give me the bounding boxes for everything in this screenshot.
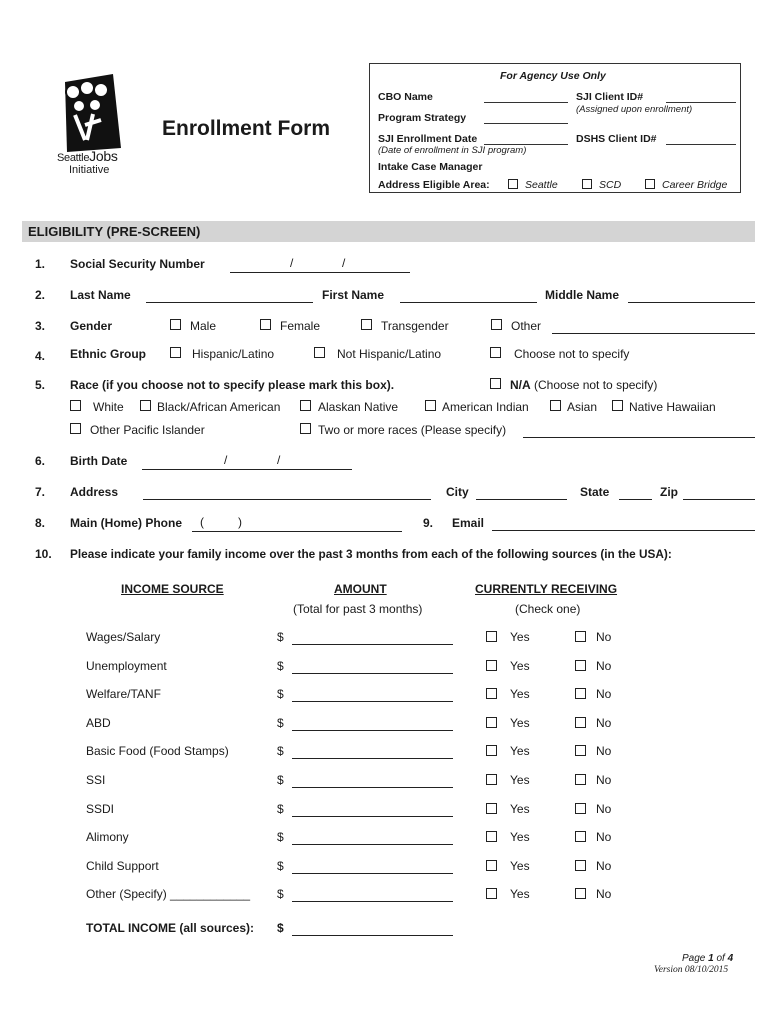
race-pacific-islander-checkbox[interactable] [70,423,81,434]
yes-label: Yes [510,744,530,758]
sji-client-id-label: SJI Client ID# [576,91,644,103]
race-specify-field[interactable] [523,437,755,438]
email-label: Email [452,516,485,530]
gender-other-field[interactable] [552,333,755,334]
dollar-sign: $ [277,630,284,644]
dollar-sign: $ [277,802,284,816]
area-career-bridge-checkbox[interactable] [645,179,655,189]
yes-label: Yes [510,830,530,844]
q4-number: 4. [35,349,46,363]
dollar-sign: $ [277,716,284,730]
no-checkbox[interactable] [575,860,586,871]
ethnic-not-hispanic-checkbox[interactable] [314,347,325,358]
race-asian-label: Asian [567,400,598,414]
amount-field[interactable] [292,673,453,674]
yes-checkbox[interactable] [486,888,497,899]
no-label: No [596,744,612,758]
page-prefix: Page [682,953,706,964]
no-label: No [596,887,612,901]
zip-label: Zip [660,485,678,499]
race-na-rest: (Choose not to specify) [534,378,658,392]
agency-use-box [369,63,741,193]
ethnic-not-hispanic-label: Not Hispanic/Latino [337,347,442,361]
address-field[interactable] [143,499,431,500]
yes-checkbox[interactable] [486,660,497,671]
phone-label: Main (Home) Phone [70,516,183,530]
page-total: 4 [727,953,734,964]
enrollment-date-note: (Date of enrollment in SJI program) [378,145,527,156]
version-label: Version 08/10/2015 [654,965,729,975]
yes-label: Yes [510,687,530,701]
assigned-note: (Assigned upon enrollment) [576,104,693,115]
dshs-client-id-label: DSHS Client ID# [576,133,657,145]
q2-number: 2. [35,288,46,302]
no-label: No [596,630,612,644]
zip-field[interactable] [683,499,755,500]
state-label: State [580,485,610,499]
ethnic-not-specify-label: Choose not to specify [514,347,630,361]
income-source-label: Child Support [86,859,159,873]
email-field[interactable] [492,530,755,531]
gender-female-label: Female [280,319,321,333]
yes-checkbox[interactable] [486,831,497,842]
ethnic-hispanic-label: Hispanic/Latino [192,347,275,361]
phone-paren-close: ) [238,515,242,529]
ssn-label: Social Security Number [70,257,205,271]
section-title: ELIGIBILITY (PRE-SCREEN) [28,224,201,239]
agency-heading: For Agency Use Only [500,70,606,82]
dollar-sign: $ [277,773,284,787]
gender-male-label: Male [190,319,217,333]
page-of: of [716,953,725,964]
logo-word-seattle: Seattle [57,152,90,164]
sji-client-id-field[interactable] [666,102,736,103]
gender-other-label: Other [511,319,542,333]
race-two-or-more-label: Two or more races (Please specify) [318,423,507,437]
income-question: Please indicate your family income over the past 3 months from each of the following sources (in the USA): [70,547,672,561]
cbo-name-label: CBO Name [378,91,433,103]
no-checkbox[interactable] [575,717,586,728]
no-checkbox[interactable] [575,774,586,785]
yes-checkbox[interactable] [486,717,497,728]
race-american-indian-label: American Indian [442,400,529,414]
first-name-label: First Name [322,288,385,302]
sji-enrollment-date-label: SJI Enrollment Date [378,133,478,145]
logo-word-initiative: Initiative [69,164,110,176]
q5-number: 5. [35,378,46,392]
yes-label: Yes [510,630,530,644]
gender-label: Gender [70,319,113,333]
no-label: No [596,716,612,730]
no-label: No [596,859,612,873]
state-field[interactable] [619,499,652,500]
race-white-label: White [93,400,124,414]
no-label: No [596,802,612,816]
amount-field[interactable] [292,844,453,845]
q10-number: 10. [35,547,52,561]
address-eligible-area-label: Address Eligible Area: [378,179,490,191]
address-label: Address [70,485,119,499]
amount-field[interactable] [292,701,453,702]
income-source-label: Alimony [86,830,129,844]
dollar-sign: $ [277,744,284,758]
income-source-label: SSI [86,773,106,787]
amount-header: AMOUNT [334,582,387,596]
birth-date-field[interactable] [142,453,352,470]
yes-label: Yes [510,859,530,873]
birth-date-separator-1: / [224,453,228,467]
ssn-separator-2: / [342,256,346,270]
no-checkbox[interactable] [575,688,586,699]
no-checkbox[interactable] [575,660,586,671]
amount-field[interactable] [292,758,453,759]
form-title: Enrollment Form [162,117,331,140]
cbo-name-field[interactable] [484,102,568,103]
yes-checkbox[interactable] [486,774,497,785]
receiving-subheader: (Check one) [515,602,581,616]
ethnic-hispanic-checkbox[interactable] [170,347,181,358]
income-source-label: Other (Specify) ____________ [86,887,251,901]
q6-number: 6. [35,454,46,468]
area-seattle-label: Seattle [525,179,558,191]
amount-field[interactable] [292,901,453,902]
income-source-label: Welfare/TANF [86,687,161,701]
yes-label: Yes [510,659,530,673]
page-indicator [682,953,733,964]
last-name-label: Last Name [70,288,131,302]
amount-field[interactable] [292,730,453,731]
race-black-label: Black/African American [157,400,281,414]
income-source-label: Wages/Salary [86,630,161,644]
income-source-label: ABD [86,716,111,730]
gender-female-checkbox[interactable] [260,319,271,330]
amount-field[interactable] [292,873,453,874]
q3-number: 3. [35,319,46,333]
race-hawaiian-checkbox[interactable] [612,400,623,411]
last-name-field[interactable] [146,302,313,303]
amount-subheader: (Total for past 3 months) [293,602,423,616]
income-source-label: Unemployment [86,659,167,673]
dollar-sign: $ [277,687,284,701]
income-source-label: Basic Food (Food Stamps) [86,744,229,758]
birth-date-label: Birth Date [70,454,128,468]
total-income-field[interactable] [292,935,453,936]
race-pacific-islander-label: Other Pacific Islander [90,423,205,437]
yes-label: Yes [510,773,530,787]
dollar-sign: $ [277,859,284,873]
no-checkbox[interactable] [575,631,586,642]
area-scd-label: SCD [599,179,622,191]
income-source-header: INCOME SOURCE [121,582,224,596]
no-label: No [596,773,612,787]
phone-field[interactable] [192,515,402,532]
income-source-label: SSDI [86,802,115,816]
area-career-bridge-label: Career Bridge [662,179,728,191]
middle-name-label: Middle Name [545,288,620,302]
yes-checkbox[interactable] [486,631,497,642]
race-white-checkbox[interactable] [70,400,81,411]
gender-transgender-label: Transgender [381,319,449,333]
race-asian-checkbox[interactable] [550,400,561,411]
dollar-sign: $ [277,887,284,901]
ethnic-not-specify-checkbox[interactable] [490,347,501,358]
race-american-indian-checkbox[interactable] [425,400,436,411]
no-label: No [596,659,612,673]
birth-date-separator-2: / [277,453,281,467]
gender-other-checkbox[interactable] [491,319,502,330]
dollar-sign: $ [277,830,284,844]
page-number: 1 [708,953,714,964]
no-checkbox[interactable] [575,745,586,756]
area-seattle-checkbox[interactable] [508,179,518,189]
q9-number: 9. [423,516,434,530]
yes-checkbox[interactable] [486,745,497,756]
ssn-separator-1: / [290,256,294,270]
q7-number: 7. [35,485,46,499]
race-na-bold: N/A [510,378,531,392]
amount-field[interactable] [292,787,453,788]
receiving-header: CURRENTLY RECEIVING [475,582,618,596]
program-strategy-field[interactable] [484,123,568,124]
race-alaskan-checkbox[interactable] [300,400,311,411]
program-strategy-label: Program Strategy [378,112,467,124]
no-checkbox[interactable] [575,831,586,842]
yes-label: Yes [510,887,530,901]
middle-name-field[interactable] [628,302,755,303]
yes-label: Yes [510,802,530,816]
yes-checkbox[interactable] [486,688,497,699]
no-checkbox[interactable] [575,803,586,814]
race-hawaiian-label: Native Hawaiian [629,400,716,414]
logo-word-jobs: Jobs [89,148,118,164]
race-na-label [510,378,657,392]
ssn-field[interactable] [230,256,410,273]
yes-checkbox[interactable] [486,803,497,814]
first-name-field[interactable] [400,302,537,303]
race-label: Race (if you choose not to specify please mark this box). [70,378,395,392]
amount-field[interactable] [292,816,453,817]
ethnic-group-label: Ethnic Group [70,347,146,361]
dollar-sign: $ [277,659,284,673]
seattle-jobs-initiative-logo [55,70,135,180]
gender-transgender-checkbox[interactable] [361,319,372,330]
total-income-label: TOTAL INCOME (all sources): [86,921,255,935]
race-black-checkbox[interactable] [140,400,151,411]
gender-male-checkbox[interactable] [170,319,181,330]
yes-checkbox[interactable] [486,860,497,871]
no-label: No [596,830,612,844]
q8-number: 8. [35,516,46,530]
intake-case-manager-label: Intake Case Manager [378,161,483,173]
dshs-client-id-field[interactable] [666,144,736,145]
yes-label: Yes [510,716,530,730]
no-checkbox[interactable] [575,888,586,899]
area-scd-checkbox[interactable] [582,179,592,189]
city-label: City [446,485,469,499]
race-two-or-more-checkbox[interactable] [300,423,311,434]
amount-field[interactable] [292,644,453,645]
section-header [22,221,755,242]
city-field[interactable] [476,499,567,500]
race-alaskan-label: Alaskan Native [318,400,399,414]
total-dollar-sign: $ [277,921,284,935]
no-label: No [596,687,612,701]
race-na-checkbox[interactable] [490,378,501,389]
phone-paren-open: ( [200,515,204,529]
q1-number: 1. [35,257,46,271]
